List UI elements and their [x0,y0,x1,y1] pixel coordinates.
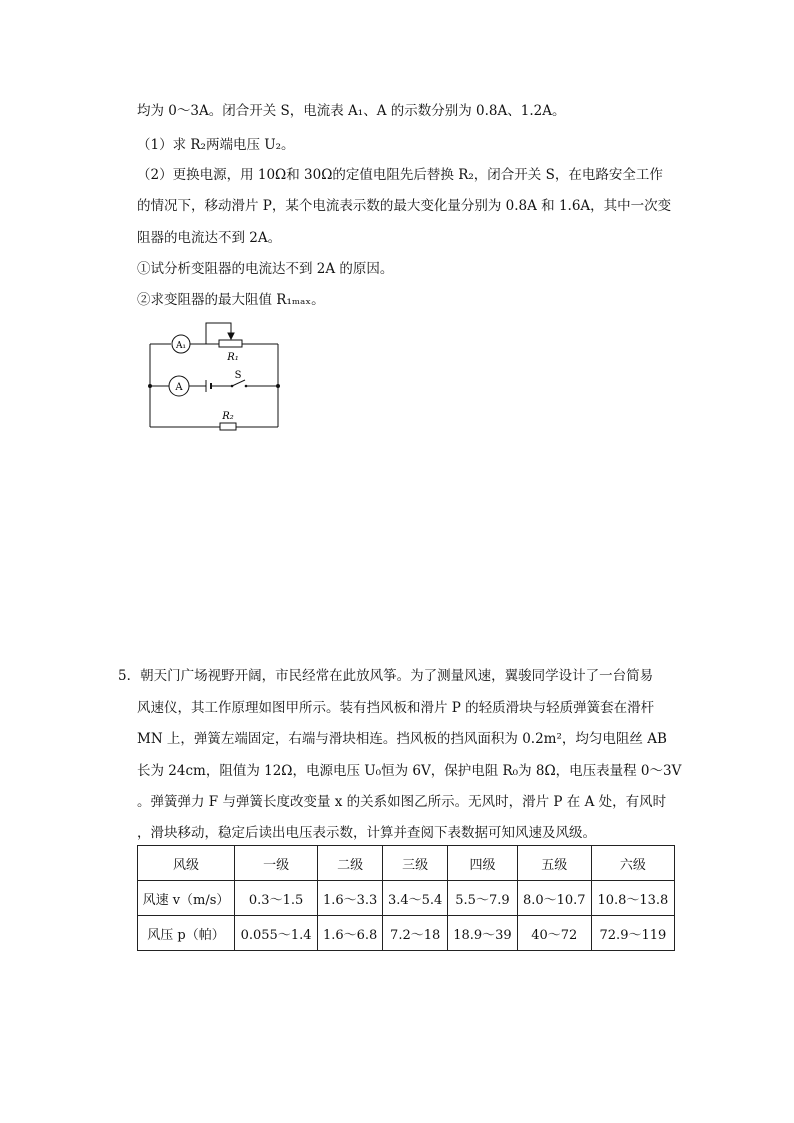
table-cell: 1.6～3.3 [318,881,383,916]
table-cell: 3.4～5.4 [383,881,448,916]
table-cell: 10.8～13.8 [591,881,674,916]
q5-text-line-2: 风速仪，其工作原理如图甲所示。装有挡风板和滑片 P 的轻质滑块与轻质弹簧套在滑杆 [137,700,655,716]
junction-right [276,384,280,388]
table-cell: 二级 [318,846,383,881]
table-cell: 风压 p（帕） [138,916,235,951]
q4-text-line-1: 均为 0～3A。闭合开关 S，电流表 A₁、A 的示数分别为 0.8A、1.2A。 [137,103,566,119]
switch-contact-left [231,385,234,388]
table-cell: 风速 v（m/s） [138,881,235,916]
q4-text-line-2: （1）求 R₂两端电压 U₂。 [137,137,295,153]
table-cell: 四级 [448,846,518,881]
slider-p-arrow [228,333,234,339]
q4-text-line-6: ①试分析变阻器的电流达不到 2A 的原因。 [137,261,394,277]
switch-label: S [234,370,242,381]
q5-text-line-5: 。弹簧弹力 F 与弹簧长度改变量 x 的关系如图乙所示。无风时，滑片 P 在 A 处，有风时 [137,794,667,810]
table-cell: 风级 [138,846,235,881]
switch-contact-right [245,385,248,388]
table-row-header [138,846,675,881]
q5-text-line-3: MN 上，弹簧左端固定，右端与滑块相连。挡风板的挡风面积为 0.2m²，均匀电阻丝 AB [137,731,667,747]
q5-text-line-6: ，滑块移动，稳定后读出电压表示数，计算并查阅下表数据可知风速及风级。 [137,825,596,841]
table-cell: 六级 [591,846,674,881]
table-cell: 18.9～39 [448,916,518,951]
table-cell: 三级 [383,846,448,881]
table-cell: 0.055～1.4 [235,916,318,951]
q4-text-line-5: 阻器的电流达不到 2A。 [137,230,282,246]
wind-scale-table [137,845,675,951]
table-cell: 五级 [517,846,591,881]
junction-left [148,384,152,388]
table-row-speed [138,881,675,916]
table-row-pressure [138,916,675,951]
resistor-r2 [220,423,236,430]
circuit-diagram [138,318,288,438]
a-label: A [175,382,183,393]
table-cell: 一级 [235,846,318,881]
r1-label: R₁ [227,352,239,363]
q4-text-line-3: （2）更换电源，用 10Ω和 30Ω的定值电阻先后替换 R₂，闭合开关 S，在电路安全工作 [137,167,663,183]
a1-label: A₁ [175,341,187,351]
table-cell: 5.5～7.9 [448,881,518,916]
rheostat-r1 [219,340,242,347]
q4-text-line-7: ②求变阻器的最大阻值 R₁ₘₐₓ。 [137,292,325,308]
table-cell: 40～72 [517,916,591,951]
r2-label: R₂ [222,411,234,422]
q5-text-line-4: 长为 24cm，阻值为 12Ω，电源电压 U₀恒为 6V，保护电阻 R₀为 8Ω，电压表量程 0～3V [137,763,682,779]
table-cell: 0.3～1.5 [235,881,318,916]
table-cell: 1.6～6.8 [318,916,383,951]
q5-text-line-1: 5．朝天门广场视野开阔，市民经常在此放风筝。为了测量风速，翼骏同学设计了一台简易 [118,668,654,684]
q4-text-line-4: 的情况下，移动滑片 P，某个电流表示数的最大变化量分别为 0.8A 和 1.6A，其中一次变 [137,198,672,214]
table-cell: 7.2～18 [383,916,448,951]
table-cell: 8.0～10.7 [517,881,591,916]
table-cell: 72.9～119 [591,916,674,951]
